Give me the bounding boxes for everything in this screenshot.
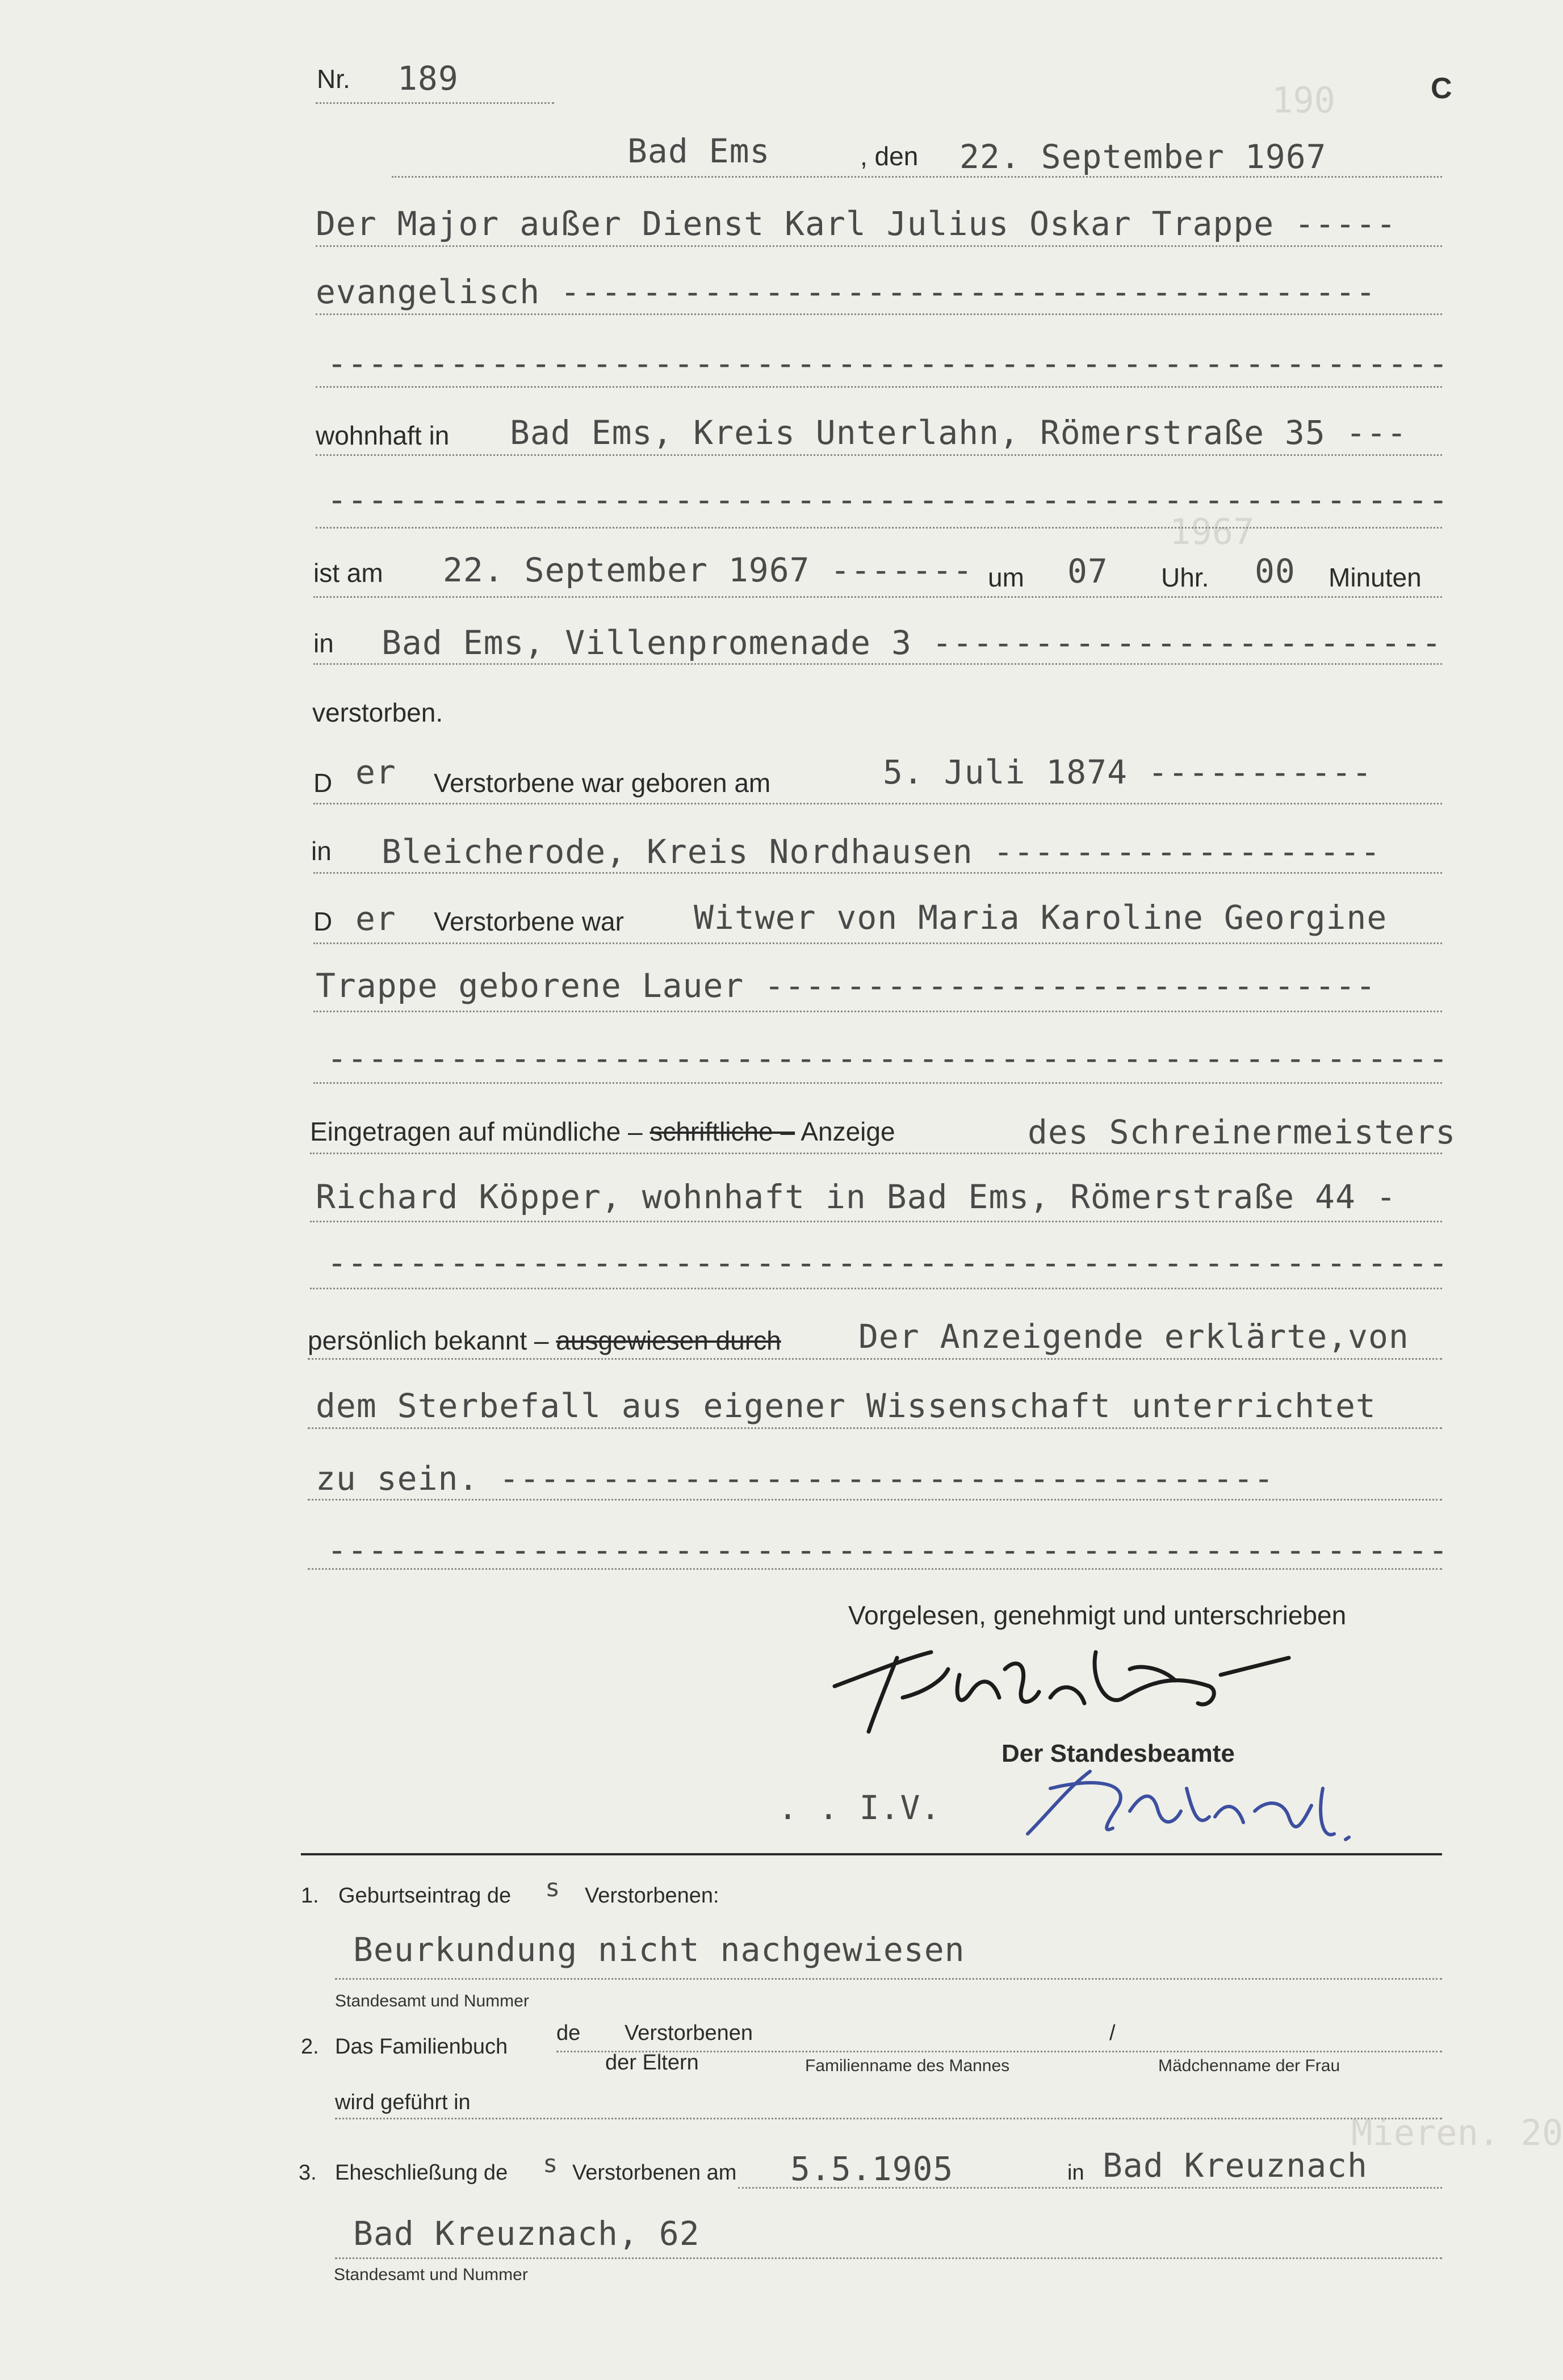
informant-line-5: dem Sterbefall aus eigener Wissenschaft unterrichtet bbox=[316, 1386, 1376, 1425]
item-2-kept-label: wird geführt in bbox=[335, 2090, 471, 2114]
item-2-label: Das Familienbuch bbox=[335, 2035, 508, 2059]
dotted-line bbox=[308, 1358, 1442, 1360]
birth-label: Verstorbene war geboren am bbox=[434, 768, 771, 798]
item-1-label-a: Geburtseintrag de bbox=[338, 1884, 512, 1908]
item-1-label-b: Verstorbenen: bbox=[585, 1884, 719, 1908]
nr-value: 189 bbox=[397, 59, 459, 98]
dotted-line bbox=[313, 1082, 1442, 1084]
item-3-in: in bbox=[1067, 2161, 1084, 2185]
item-3-label-b: Verstorbenen am bbox=[572, 2161, 737, 2185]
show-through-text: 1967 bbox=[1170, 511, 1255, 552]
registration-label-suffix: Anzeige bbox=[801, 1117, 895, 1146]
birth-d-label: D bbox=[313, 768, 333, 798]
marital-status-line-1: Witwer von Maria Karoline Georgine bbox=[694, 898, 1388, 937]
item-2-option-deceased: Verstorbenen bbox=[625, 2021, 753, 2045]
item-2-husband-name-sublabel: Familienname des Mannes bbox=[805, 2056, 1010, 2075]
footer-divider bbox=[301, 1853, 1442, 1855]
marriage-place: Bad Kreuznach bbox=[1103, 2146, 1368, 2185]
blank-line: ------------------------------------------------------- bbox=[327, 344, 1449, 383]
dotted-line bbox=[313, 942, 1442, 944]
birth-place: Bleicherode, Kreis Nordhausen ------------------- bbox=[382, 832, 1381, 871]
informant-line-3: ------------------------------------------------------- bbox=[327, 1243, 1449, 1282]
marital-status-line-3: ------------------------------------------------------- bbox=[327, 1039, 1449, 1078]
item-2-slash: / bbox=[1109, 2021, 1116, 2045]
death-date-label: ist am bbox=[313, 558, 383, 588]
show-through-text: 190 bbox=[1272, 79, 1335, 121]
identity-known: persönlich bekannt – bbox=[308, 1326, 549, 1355]
informant-line-1: des Schreinermeisters bbox=[1028, 1113, 1456, 1151]
dotted-line bbox=[310, 1153, 1442, 1154]
death-hour: 07 bbox=[1067, 552, 1108, 590]
birth-date: 5. Juli 1874 ----------- bbox=[883, 753, 1373, 791]
nr-label: Nr. bbox=[317, 64, 350, 94]
item-3-sublabel: Standesamt und Nummer bbox=[334, 2265, 528, 2284]
item-3-number: 3. bbox=[299, 2161, 317, 2185]
corner-letter: C bbox=[1431, 72, 1452, 105]
item-2-maiden-name-sublabel: Mädchenname der Frau bbox=[1158, 2056, 1340, 2075]
dotted-line bbox=[335, 2257, 1442, 2259]
informant-line-6: zu sein. -------------------------------------- bbox=[316, 1459, 1275, 1498]
informant-line-4: Der Anzeigende erklärte,von bbox=[858, 1317, 1409, 1356]
religion-line: evangelisch ---------------------------------------- bbox=[316, 273, 1376, 311]
residence-continuation: ------------------------------------------------------- bbox=[327, 480, 1449, 519]
deceased-name-line: Der Major außer Dienst Karl Julius Oskar Trappe ----- bbox=[316, 204, 1397, 243]
dotted-line bbox=[310, 1221, 1442, 1222]
informant-line-2: Richard Köpper, wohnhaft in Bad Ems, Römerstraße 44 - bbox=[316, 1178, 1397, 1216]
item-2-number: 2. bbox=[301, 2035, 319, 2059]
item-1-sublabel: Standesamt und Nummer bbox=[335, 1992, 529, 2010]
date-label: , den bbox=[860, 141, 919, 171]
dotted-line bbox=[738, 2187, 1442, 2189]
birth-place-label: in bbox=[311, 836, 332, 866]
deceased-label: verstorben. bbox=[312, 698, 443, 727]
dotted-line bbox=[313, 663, 1442, 665]
dotted-line bbox=[316, 245, 1442, 247]
dotted-line bbox=[308, 1499, 1442, 1501]
residence-value: Bad Ems, Kreis Unterlahn, Römerstraße 35 --- bbox=[510, 413, 1407, 452]
show-through-text: Mieren. 20 bbox=[1351, 2112, 1563, 2153]
informant-line-7: ------------------------------------------------------- bbox=[327, 1531, 1449, 1569]
item-2-de: de bbox=[556, 2021, 581, 2045]
registrar-label: Der Standesbeamte bbox=[1002, 1740, 1235, 1767]
marital-d-label: D bbox=[313, 907, 333, 936]
dotted-line bbox=[313, 803, 1442, 804]
dotted-line bbox=[313, 1011, 1442, 1012]
registration-date: 22. September 1967 bbox=[959, 137, 1327, 176]
struck-written-option: schriftliche – bbox=[649, 1117, 795, 1146]
item-1-value: Beurkundung nicht nachgewiesen bbox=[353, 1930, 965, 1969]
nr-underline bbox=[316, 102, 554, 104]
registration-label bbox=[310, 1116, 895, 1147]
item-1-suffix: s bbox=[545, 1874, 561, 1903]
registration-label-prefix: Eingetragen auf mündliche – bbox=[310, 1117, 643, 1146]
death-minutes: 00 bbox=[1255, 552, 1296, 590]
identity-label bbox=[308, 1325, 781, 1356]
death-place-label: in bbox=[313, 628, 334, 658]
dotted-line bbox=[313, 596, 1442, 598]
item-3-label-a: Eheschließung de bbox=[335, 2161, 508, 2185]
item-1-number: 1. bbox=[301, 1884, 319, 1908]
residence-label: wohnhaft in bbox=[316, 421, 450, 450]
item-3-suffix: s bbox=[543, 2149, 559, 2178]
hour-label: Uhr. bbox=[1161, 563, 1209, 592]
marital-status-line-2: Trappe geborene Lauer ------------------------------ bbox=[316, 966, 1376, 1005]
item-3-value: Bad Kreuznach, 62 bbox=[353, 2214, 700, 2253]
struck-identified-option: ausgewiesen durch bbox=[556, 1326, 781, 1355]
death-place: Bad Ems, Villenpromenade 3 ------------------------- bbox=[382, 623, 1442, 662]
item-2-option-parents: der Eltern bbox=[605, 2051, 699, 2075]
dotted-line bbox=[308, 1427, 1442, 1429]
registrar-signature bbox=[1016, 1754, 1368, 1851]
time-label: um bbox=[988, 563, 1024, 592]
place-of-registration: Bad Ems bbox=[627, 132, 770, 170]
dotted-line bbox=[316, 527, 1442, 529]
informant-signature bbox=[812, 1635, 1323, 1749]
dotted-line bbox=[316, 454, 1442, 456]
marital-label: Verstorbene war bbox=[434, 907, 624, 936]
death-date: 22. September 1967 ------- bbox=[443, 551, 973, 589]
minutes-label: Minuten bbox=[1329, 563, 1422, 592]
gender-suffix: er bbox=[355, 899, 396, 938]
dotted-line bbox=[335, 1978, 1442, 1980]
dotted-line bbox=[310, 1288, 1442, 1289]
dotted-line bbox=[392, 176, 1442, 178]
marriage-date: 5.5.1905 bbox=[790, 2149, 954, 2188]
gender-suffix: er bbox=[355, 753, 396, 791]
read-approved-label: Vorgelesen, genehmigt und unterschrieben bbox=[848, 1600, 1347, 1630]
dotted-line bbox=[316, 313, 1442, 315]
dotted-line bbox=[308, 1568, 1442, 1570]
dotted-line bbox=[335, 2118, 1442, 2119]
in-representation: . . I.V. bbox=[778, 1788, 941, 1827]
dotted-line bbox=[316, 386, 1442, 388]
dotted-line bbox=[556, 2051, 1442, 2052]
dotted-line bbox=[313, 872, 1442, 874]
